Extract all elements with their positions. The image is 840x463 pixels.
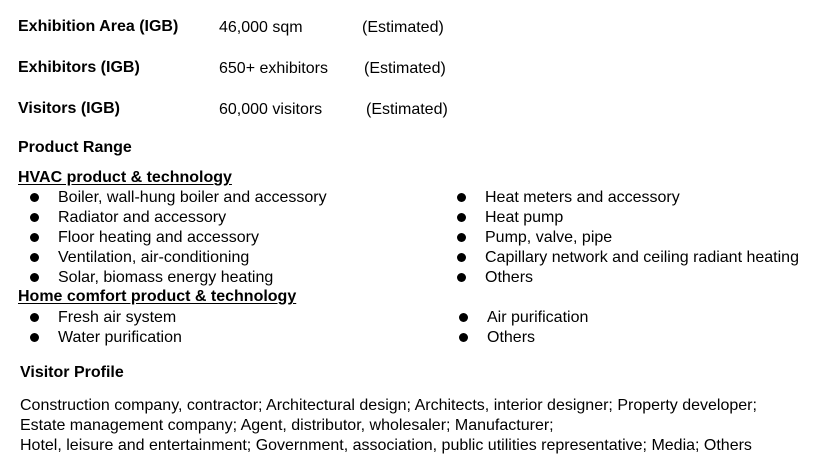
visitor-profile-line: Estate management company; Agent, distributor, wholesaler; Manufacturer; <box>20 417 554 434</box>
bullet-icon <box>30 313 39 322</box>
bullet-icon <box>30 213 39 222</box>
product-range-heading: Product Range <box>18 139 132 156</box>
stat-note-exhibition-area: (Estimated) <box>362 19 444 36</box>
bullet-icon <box>30 193 39 202</box>
visitor-profile-line: Construction company, contractor; Architectural design; Architects, interior designer; Property developer; <box>20 397 757 414</box>
stat-value-visitors: 60,000 visitors <box>219 101 323 118</box>
home-comfort-section-title: Home comfort product & technology <box>18 288 297 305</box>
stat-label-visitors: Visitors (IGB) <box>18 100 120 117</box>
stat-note-exhibitors: (Estimated) <box>364 60 446 77</box>
visitor-profile-heading: Visitor Profile <box>20 364 124 381</box>
bullet-icon <box>457 193 466 202</box>
stat-label-exhibitors: Exhibitors (IGB) <box>18 59 140 76</box>
bullet-icon <box>30 253 39 262</box>
stat-label-exhibition-area: Exhibition Area (IGB) <box>18 18 179 35</box>
bullet-icon <box>457 233 466 242</box>
bullet-icon <box>459 313 468 322</box>
bullet-icon <box>459 333 468 342</box>
bullet-icon <box>457 213 466 222</box>
bullet-icon <box>30 233 39 242</box>
visitor-profile-line: Hotel, leisure and entertainment; Government, association, public utilities representative; Media; Others <box>20 437 752 454</box>
stat-note-visitors: (Estimated) <box>366 101 448 118</box>
bullet-icon <box>457 253 466 262</box>
stat-value-exhibitors: 650+ exhibitors <box>219 60 328 77</box>
bullet-icon <box>457 273 466 282</box>
stat-value-exhibition-area: 46,000 sqm <box>219 19 303 36</box>
bullet-icon <box>30 333 39 342</box>
hvac-section-title: HVAC product & technology <box>18 169 232 186</box>
bullet-icon <box>30 273 39 282</box>
